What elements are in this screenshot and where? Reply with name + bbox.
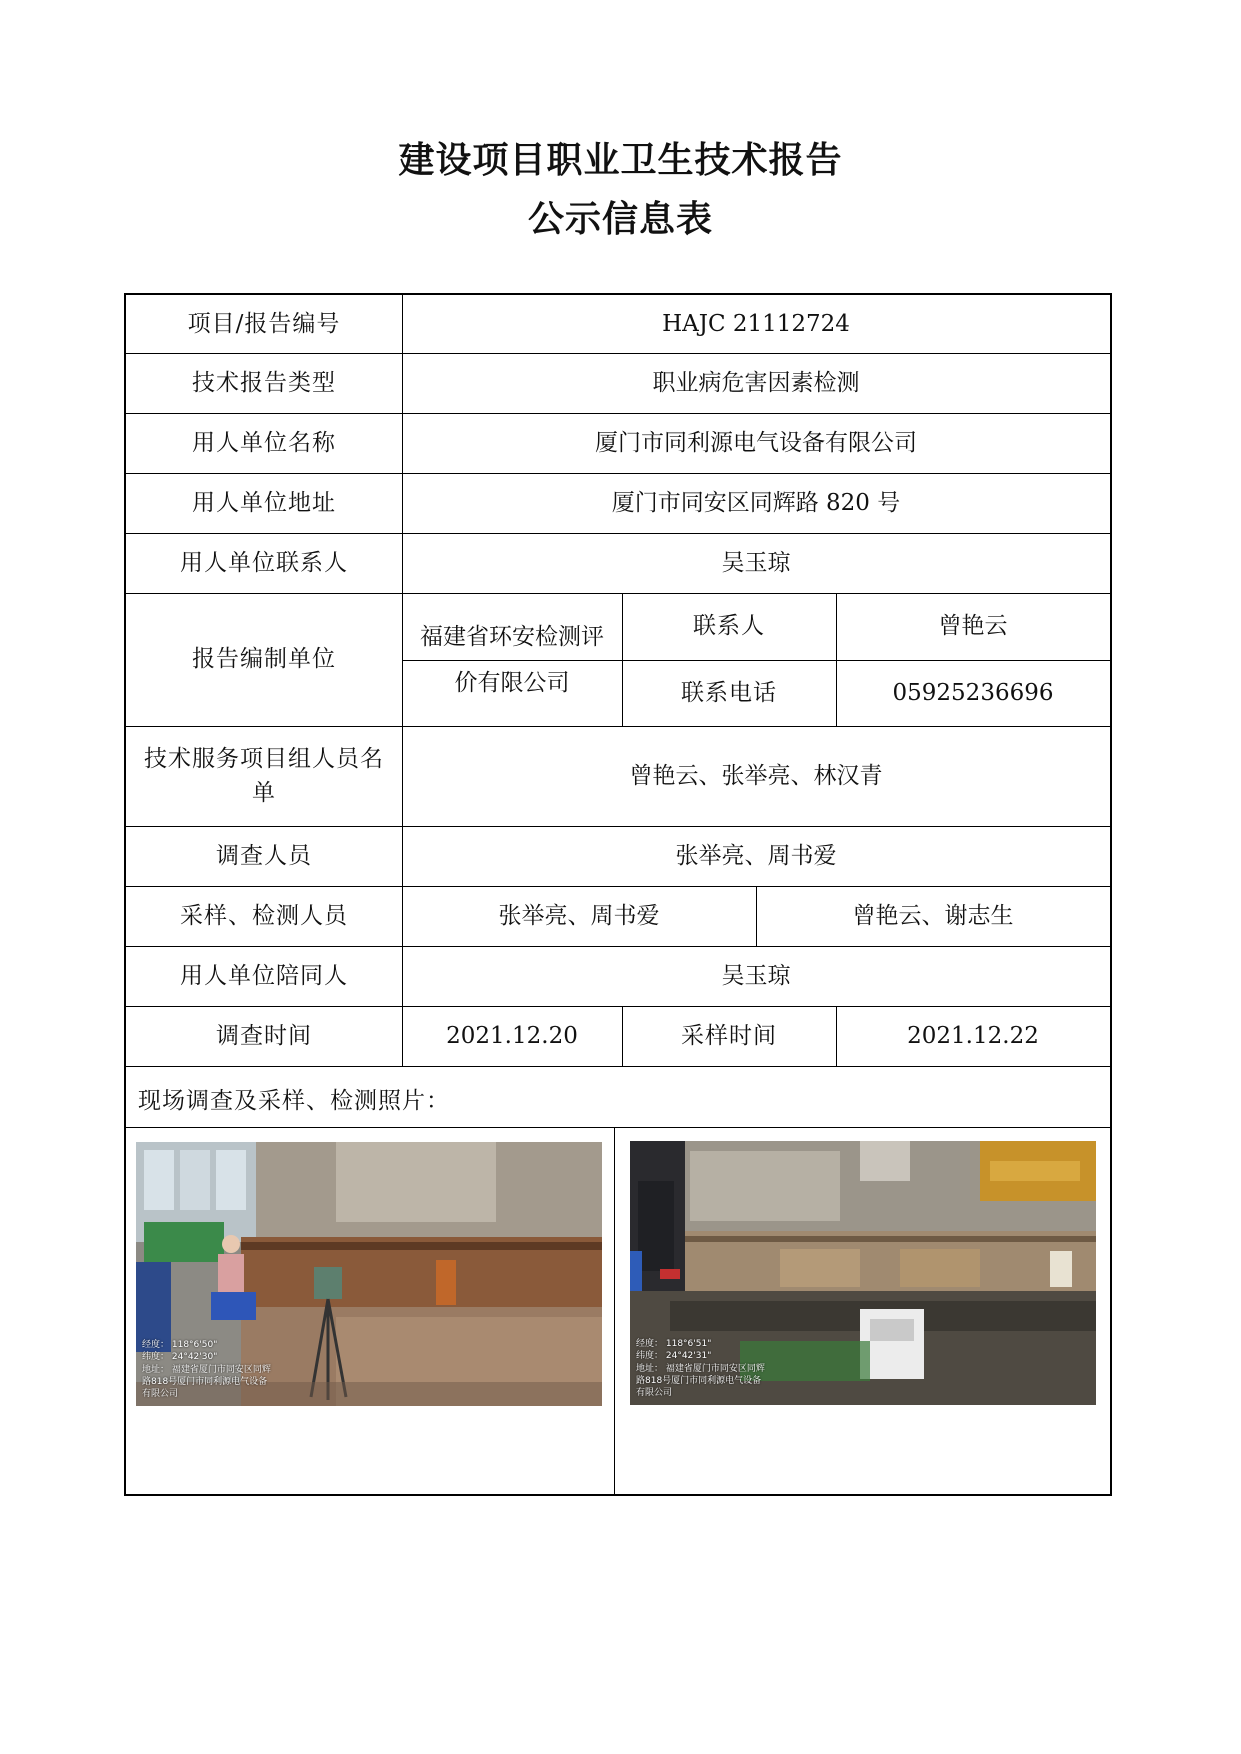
photo-left-address-2: 路818号厦门市同利源电气设备 [142,1376,268,1387]
sampling-time-label: 采样时间 [681,1022,777,1049]
escort-label: 用人单位陪同人 [180,962,348,989]
info-table [124,293,1112,1496]
compiler-phone-label: 联系电话 [681,679,777,706]
report-type-label: 技术报告类型 [192,369,336,396]
samplers-value-left: 张举亮、周书爱 [498,902,660,929]
report-type-value: 职业病危害因素检测 [652,369,860,396]
report-no-value: HAJC 21112724 [662,310,850,337]
photo-left-caption [142,1339,271,1400]
survey-time-value: 2021.12.20 [446,1022,578,1049]
compiler-contact-value: 曾艳云 [938,613,1008,640]
photos-label: 现场调查及采样、检测照片： [138,1088,450,1114]
samplers-value-right: 曾艳云、谢志生 [852,902,1014,929]
employer-name-value: 厦门市同利源电气设备有限公司 [595,429,917,456]
team-value: 曾艳云、张举亮、林汉青 [629,762,883,789]
site-photo-left [136,1142,602,1406]
photo-right-longitude: 经度： 118°6'51" [636,1339,712,1350]
photo-left-longitude: 经度： 118°6'50" [142,1340,218,1351]
survey-time-label: 调查时间 [216,1022,312,1049]
employer-contact-label: 用人单位联系人 [180,549,348,576]
photo-right-address-2: 路818号厦门市同利源电气设备 [636,1375,762,1386]
escort-value: 吴玉琼 [721,962,791,989]
samplers-label: 采样、检测人员 [180,902,348,929]
photo-left-address-1: 地址： 福建省厦门市同安区同辉 [142,1364,271,1375]
compiler-phone-value: 05925236696 [892,679,1054,706]
photo-right-latitude: 纬度： 24°42'31" [636,1351,712,1362]
photo-right-address-1: 地址： 福建省厦门市同安区同辉 [636,1363,765,1374]
photo-right-caption [636,1338,765,1399]
document-title: 建设项目职业卫生技术报告 [398,140,843,181]
report-no-label: 项目/报告编号 [187,310,341,337]
photo-right-address-3: 有限公司 [636,1387,673,1398]
photo-left-latitude: 纬度： 24°42'30" [142,1352,218,1363]
compiler-contact-label: 联系人 [693,613,765,640]
employer-address-value: 厦门市同安区同辉路 820 号 [611,489,901,516]
compiler-label: 报告编制单位 [192,646,336,673]
investigators-value: 张举亮、周书爱 [675,842,837,869]
employer-address-label: 用人单位地址 [192,489,336,516]
document-subtitle: 公示信息表 [527,199,713,240]
employer-name-label: 用人单位名称 [192,429,336,456]
photo-left-address-3: 有限公司 [142,1388,179,1399]
team-label: 技术服务项目组人员名单 [144,745,384,806]
sampling-time-value: 2021.12.22 [907,1022,1039,1049]
employer-contact-value: 吴玉琼 [721,549,791,576]
compiler-org: 福建省环安检测评价有限公司 [420,623,604,696]
investigators-label: 调查人员 [216,842,312,869]
site-photo-right [630,1141,1096,1405]
